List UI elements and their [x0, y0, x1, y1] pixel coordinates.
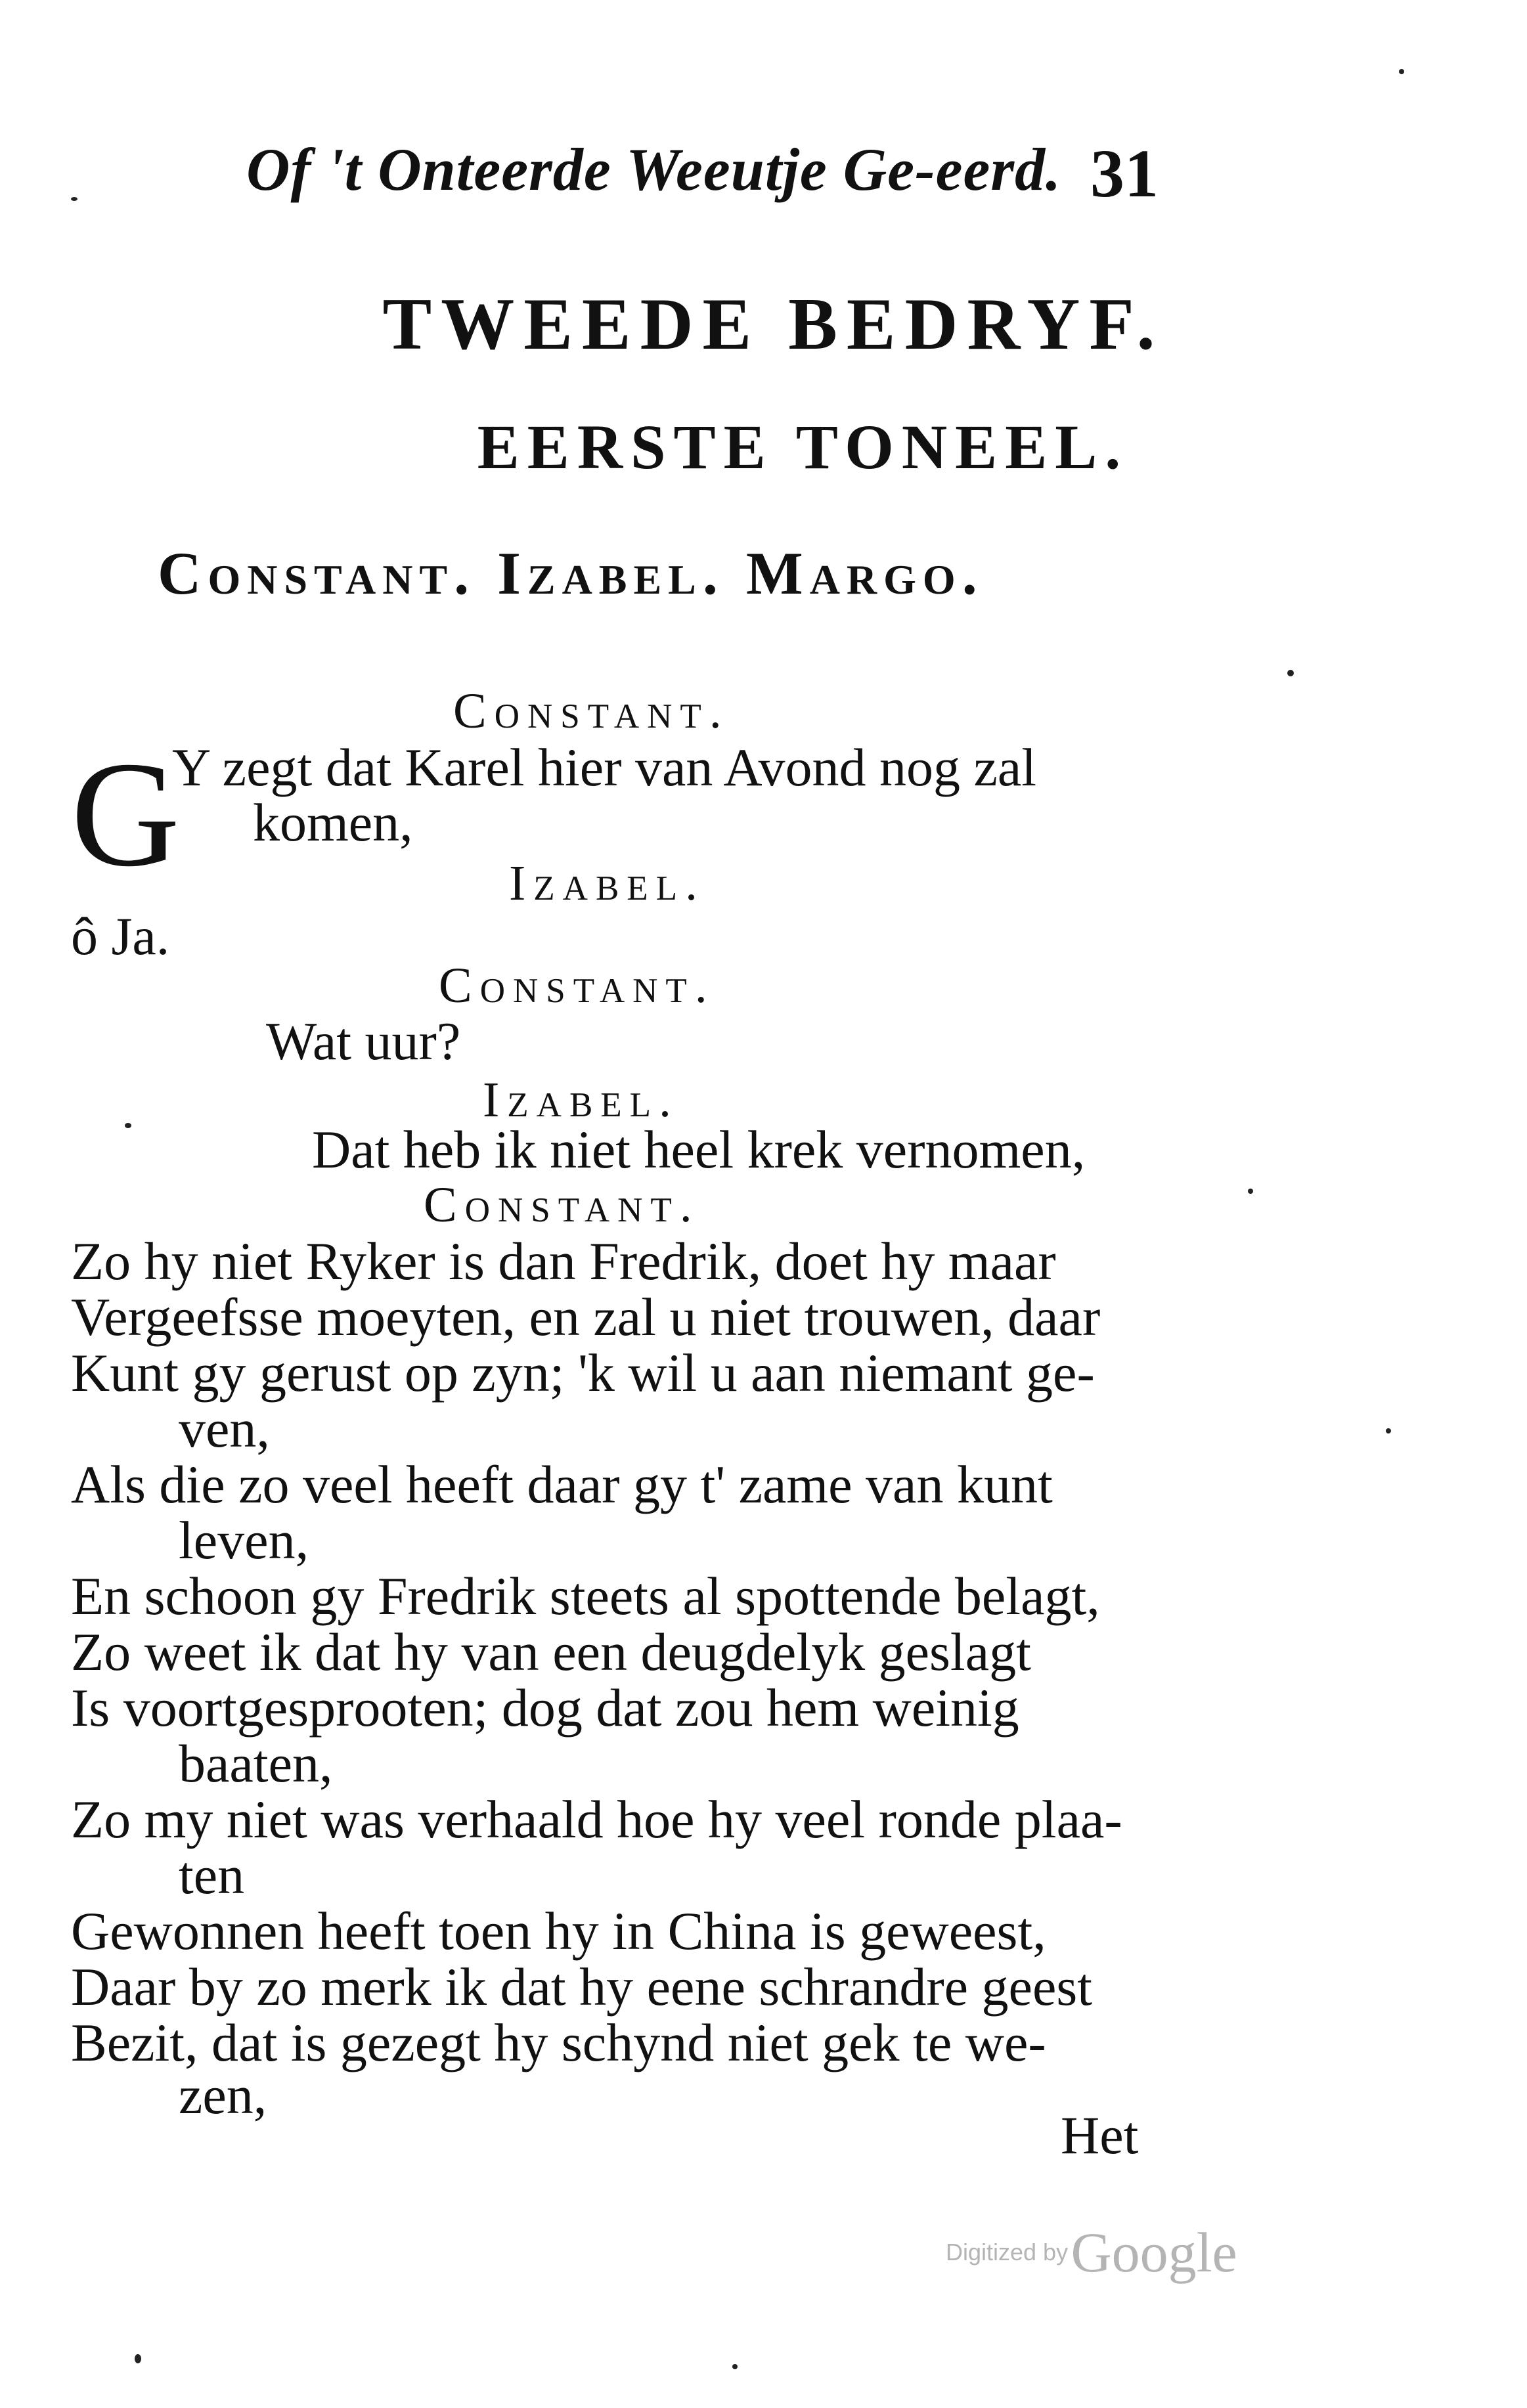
verse-line: Y zegt dat Karel hier van Avond nog zal	[172, 737, 1037, 797]
cast-list: Constant. Izabel. Margo.	[158, 540, 984, 607]
digitized-by-watermark	[946, 2220, 1237, 2285]
scan-speck	[135, 2354, 141, 2363]
scan-speck	[1287, 670, 1294, 676]
running-title: Of 't Onteerde Weeutje Ge-eerd.	[246, 136, 1062, 203]
verse-line: komen,	[253, 793, 413, 852]
scan-speck	[732, 2364, 738, 2369]
speaker-constant: Constant.	[424, 1177, 700, 1233]
verse-line: zen,	[179, 2065, 267, 2125]
scan-speck	[1399, 69, 1404, 74]
verse-line: Is voortgesprooten; dog dat zou hem weinig	[71, 1678, 1019, 1738]
scene-title: EERSTE TONEEL.	[477, 412, 1129, 482]
speaker-constant: Constant.	[439, 958, 715, 1013]
catchword: Het	[1061, 2105, 1139, 2165]
google-logo: Google	[1071, 2221, 1237, 2284]
page-number: 31	[1090, 136, 1159, 211]
verse-line: Dat heb ik niet heel krek vernomen,	[312, 1120, 1086, 1179]
scan-speck	[71, 197, 77, 201]
scan-speck	[125, 1123, 131, 1128]
digitized-prefix: Digitized by	[946, 2239, 1069, 2266]
speaker-izabel: Izabel.	[509, 856, 706, 911]
verse-line: Daar by zo merk ik dat hy eene schrandre geest	[71, 1957, 1093, 2017]
act-title: TWEEDE BEDRYF.	[382, 284, 1164, 365]
verse-line: Kunt gy gerust op zyn; 'k wil u aan niemant ge-	[71, 1343, 1095, 1403]
drop-capital: G	[71, 730, 181, 898]
verse-line: ô Ja.	[71, 906, 170, 966]
verse-line: Als die zo veel heeft daar gy t' zame van kunt	[71, 1455, 1053, 1514]
scan-speck	[1386, 1428, 1391, 1434]
verse-line: ven,	[179, 1399, 270, 1458]
verse-line: leven,	[179, 1510, 309, 1570]
verse-line: baaten,	[179, 1734, 333, 1793]
verse-line: Vergeefsse moeyten, en zal u niet trouwen, daar	[71, 1287, 1101, 1347]
speaker-constant: Constant.	[453, 684, 730, 739]
verse-line: Zo my niet was verhaald hoe hy veel ronde plaa-	[71, 1789, 1122, 1849]
verse-line: Gewonnen heeft toen hy in China is geweest,	[71, 1901, 1046, 1961]
verse-line: En schoon gy Fredrik steets al spottende belagt,	[71, 1566, 1100, 1626]
verse-line: Wat uur?	[266, 1011, 461, 1071]
verse-line: Zo hy niet Ryker is dan Fredrik, doet hy maar	[71, 1231, 1056, 1291]
speaker-izabel: Izabel.	[483, 1072, 680, 1127]
verse-line: Zo weet ik dat hy van een deugdelyk geslagt	[71, 1622, 1031, 1682]
verse-line: Bezit, dat is gezegt hy schynd niet gek te we-	[71, 2013, 1046, 2072]
verse-line: ten	[179, 1845, 245, 1905]
scan-speck	[1248, 1189, 1253, 1194]
